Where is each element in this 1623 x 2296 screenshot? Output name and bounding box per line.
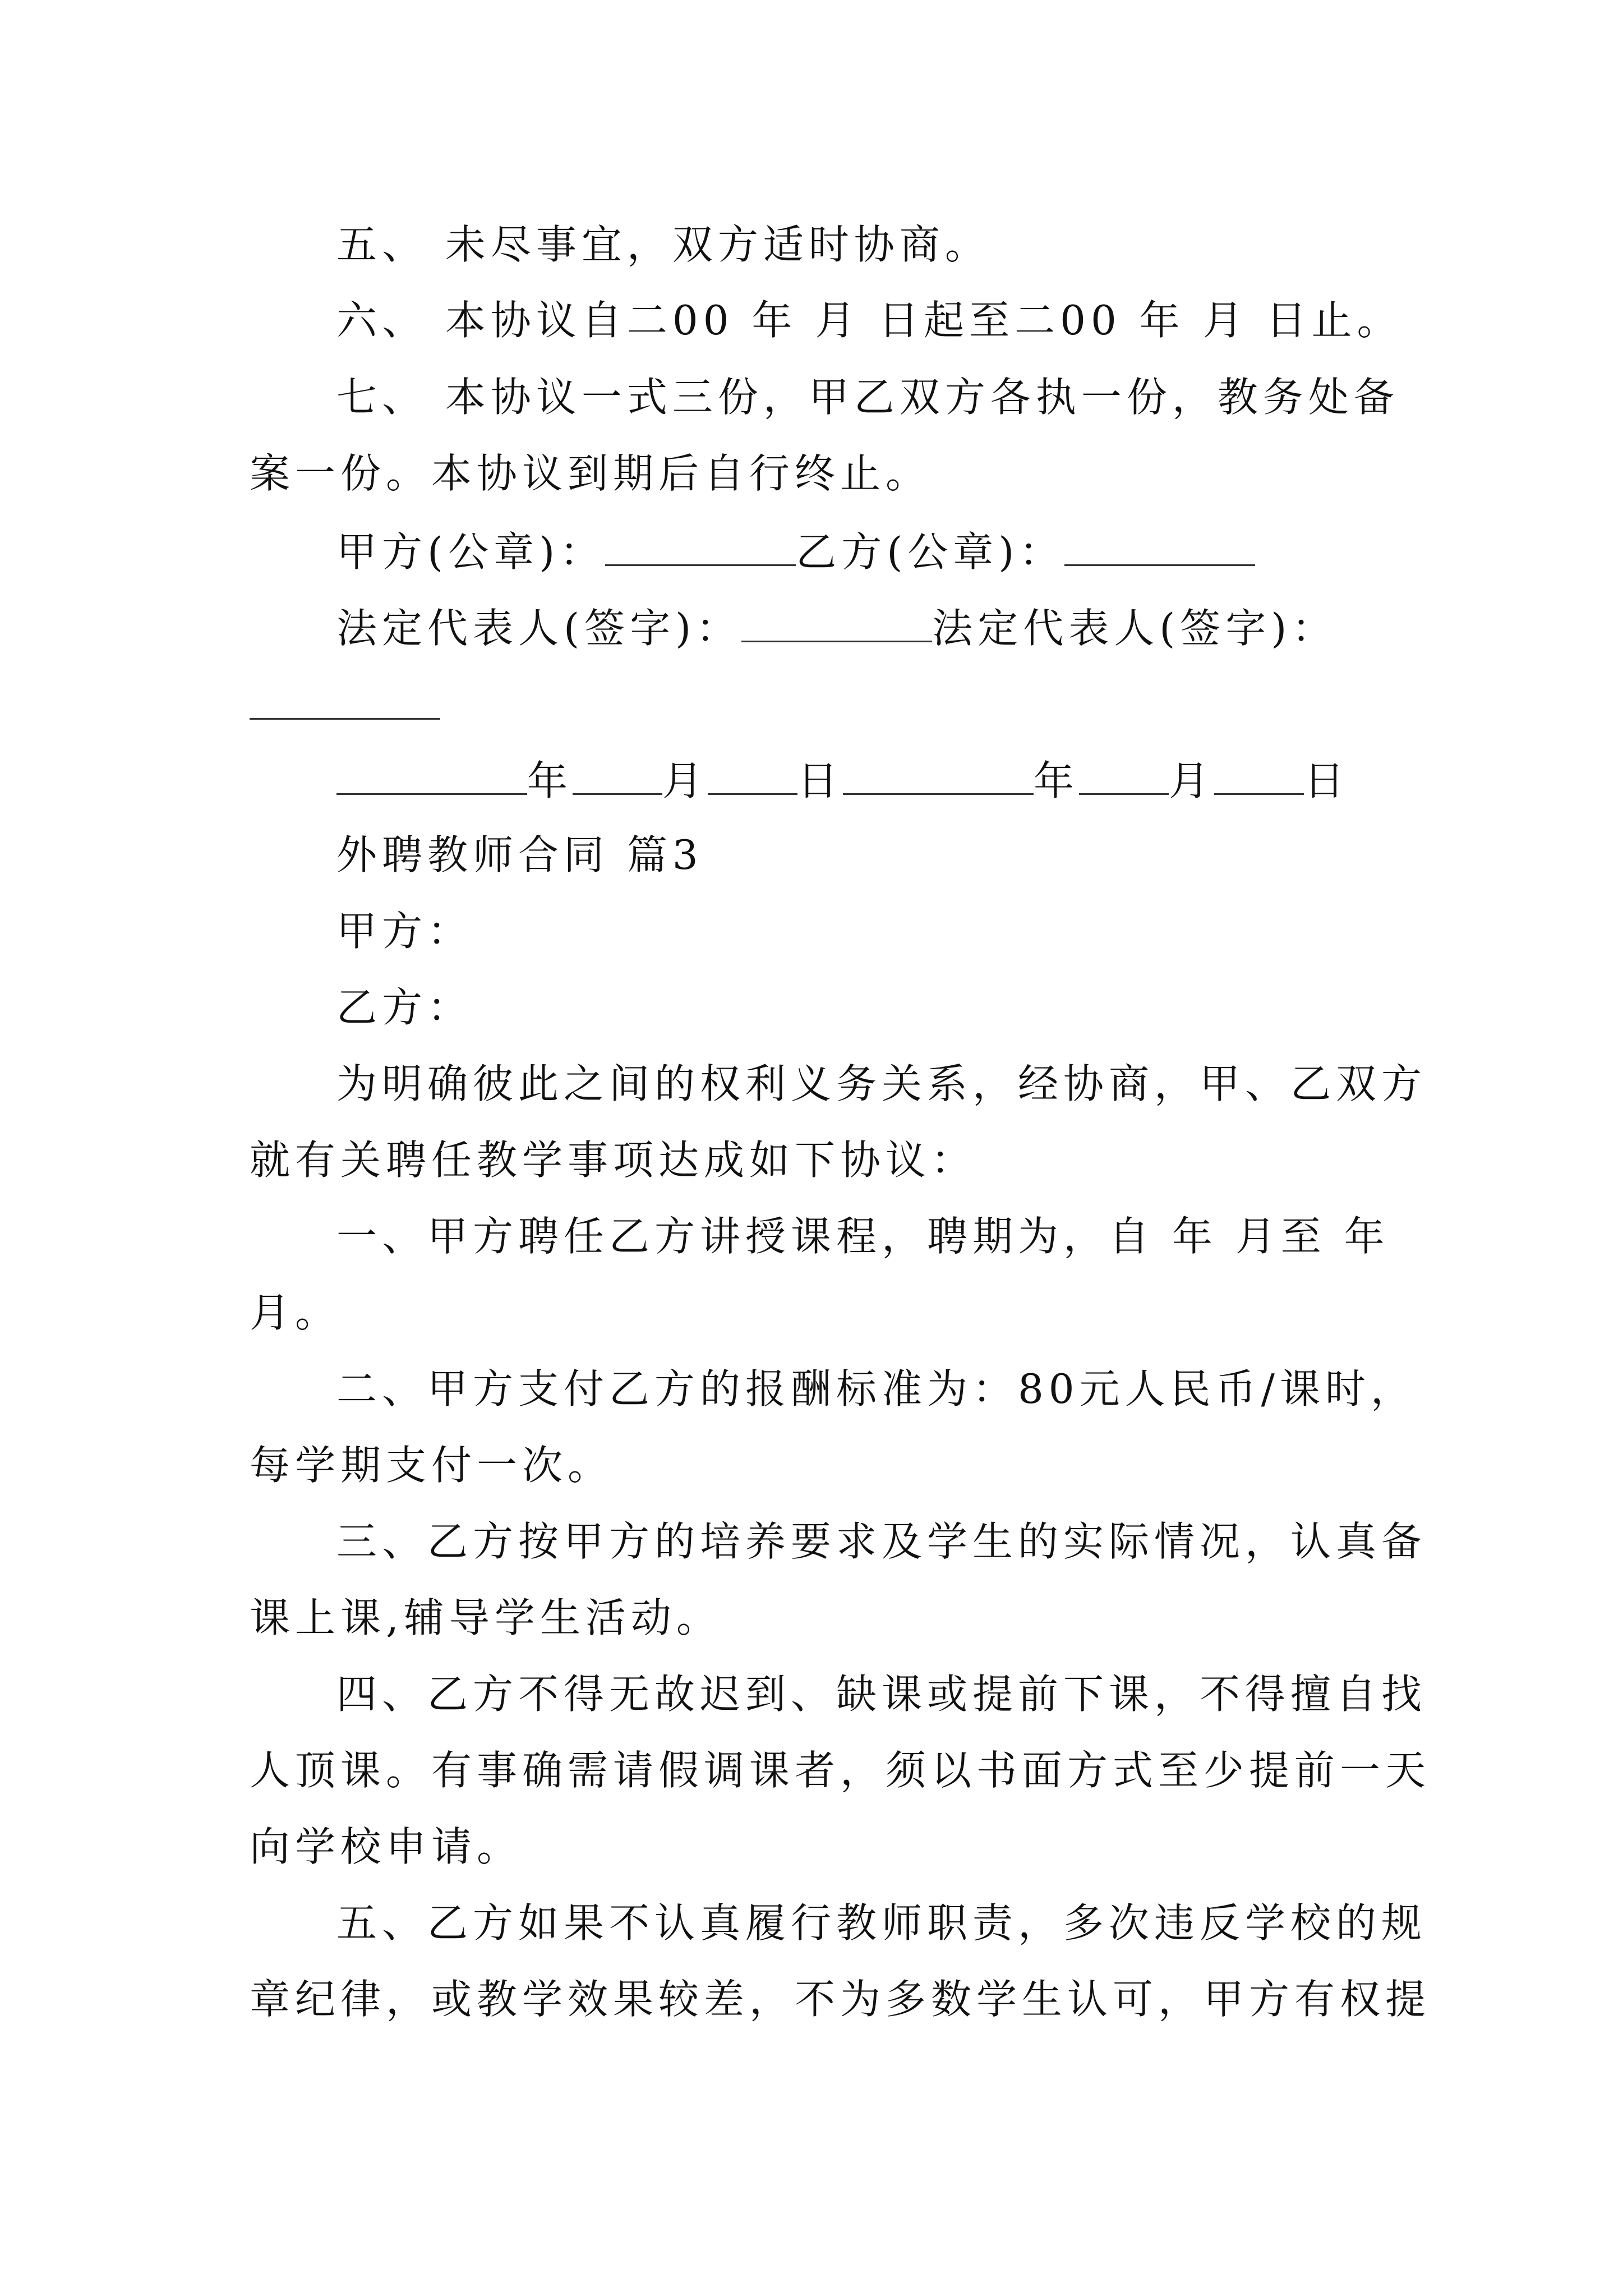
article-2-text: 二、甲方支付乙方的报酬标准为：80元人民币/课时， [336, 1365, 1416, 1412]
contract-section-title: 外聘教师合同 篇3 [336, 831, 703, 878]
article-1-continuation: 月。 [250, 1289, 341, 1336]
party-b-rep-label: 法定代表人(签字)： [932, 605, 1338, 652]
year-label: 年 [527, 757, 573, 804]
party-b-seal-label: 乙方(公章)： [796, 528, 1065, 576]
party-a-seal-blank [605, 530, 796, 566]
party-a-rep-blank [741, 606, 932, 642]
party-a-seal-label: 甲方(公章)： [336, 528, 606, 576]
day-label: 日 [797, 757, 843, 804]
party-a-month-blank [573, 758, 662, 795]
month-label: 月 [1169, 757, 1215, 804]
article-3-continuation: 课上课,辅导学生活动。 [250, 1594, 722, 1641]
month-label: 月 [662, 757, 708, 804]
article-5-text: 五、乙方如果不认真履行教师职责，多次违反学校的规 [336, 1899, 1427, 1947]
article-1-text: 一、甲方聘任乙方讲授课程，聘期为，自 年 月至 年 [336, 1213, 1390, 1260]
day-label: 日 [1304, 757, 1350, 804]
party-a-year-blank [336, 758, 527, 795]
party-a-day-blank [708, 758, 797, 795]
article-2-continuation: 每学期支付一次。 [250, 1442, 614, 1489]
preamble-text: 为明确彼此之间的权利义务关系，经协商，甲、乙双方 [336, 1060, 1427, 1107]
party-b-seal-blank [1064, 530, 1255, 566]
party-b-month-blank [1079, 758, 1169, 795]
preamble-continuation: 就有关聘任教学事项达成如下协议： [250, 1137, 977, 1184]
article-4-text: 四、乙方不得无故迟到、缺课或提前下课，不得擅自找 [336, 1671, 1427, 1718]
year-label: 年 [1034, 757, 1080, 804]
signature-seal-row [336, 528, 1255, 576]
date-row [336, 757, 1350, 804]
clause-7-continuation: 案一份。本协议到期后自行终止。 [250, 450, 932, 497]
party-a-label: 甲方： [336, 908, 473, 955]
party-a-rep-label: 法定代表人(签字)： [336, 605, 742, 652]
article-4-continuation-1: 人顶课。有事确需请假调课者，须以书面方式至少提前一天 [250, 1747, 1431, 1794]
article-5-continuation: 章纪律，或教学效果较差，不为多数学生认可，甲方有权提 [250, 1976, 1431, 2023]
clause-7-text: 七、 本协议一式三份，甲乙双方各执一份，教务处备 [336, 374, 1399, 421]
party-b-label: 乙方： [336, 984, 473, 1031]
article-3-text: 三、乙方按甲方的培养要求及学生的实际情况，认真备 [336, 1518, 1427, 1565]
party-b-rep-blank [250, 718, 440, 720]
clause-6-text: 六、 本协议自二00 年 月 日起至二00 年 月 日止。 [336, 297, 1403, 344]
clause-5-text: 五、 未尽事宜，双方适时协商。 [336, 221, 990, 268]
party-b-year-blank [843, 758, 1034, 795]
article-4-continuation-2: 向学校申请。 [250, 1823, 523, 1870]
signature-rep-row [336, 605, 1338, 652]
party-b-day-blank [1214, 758, 1304, 795]
